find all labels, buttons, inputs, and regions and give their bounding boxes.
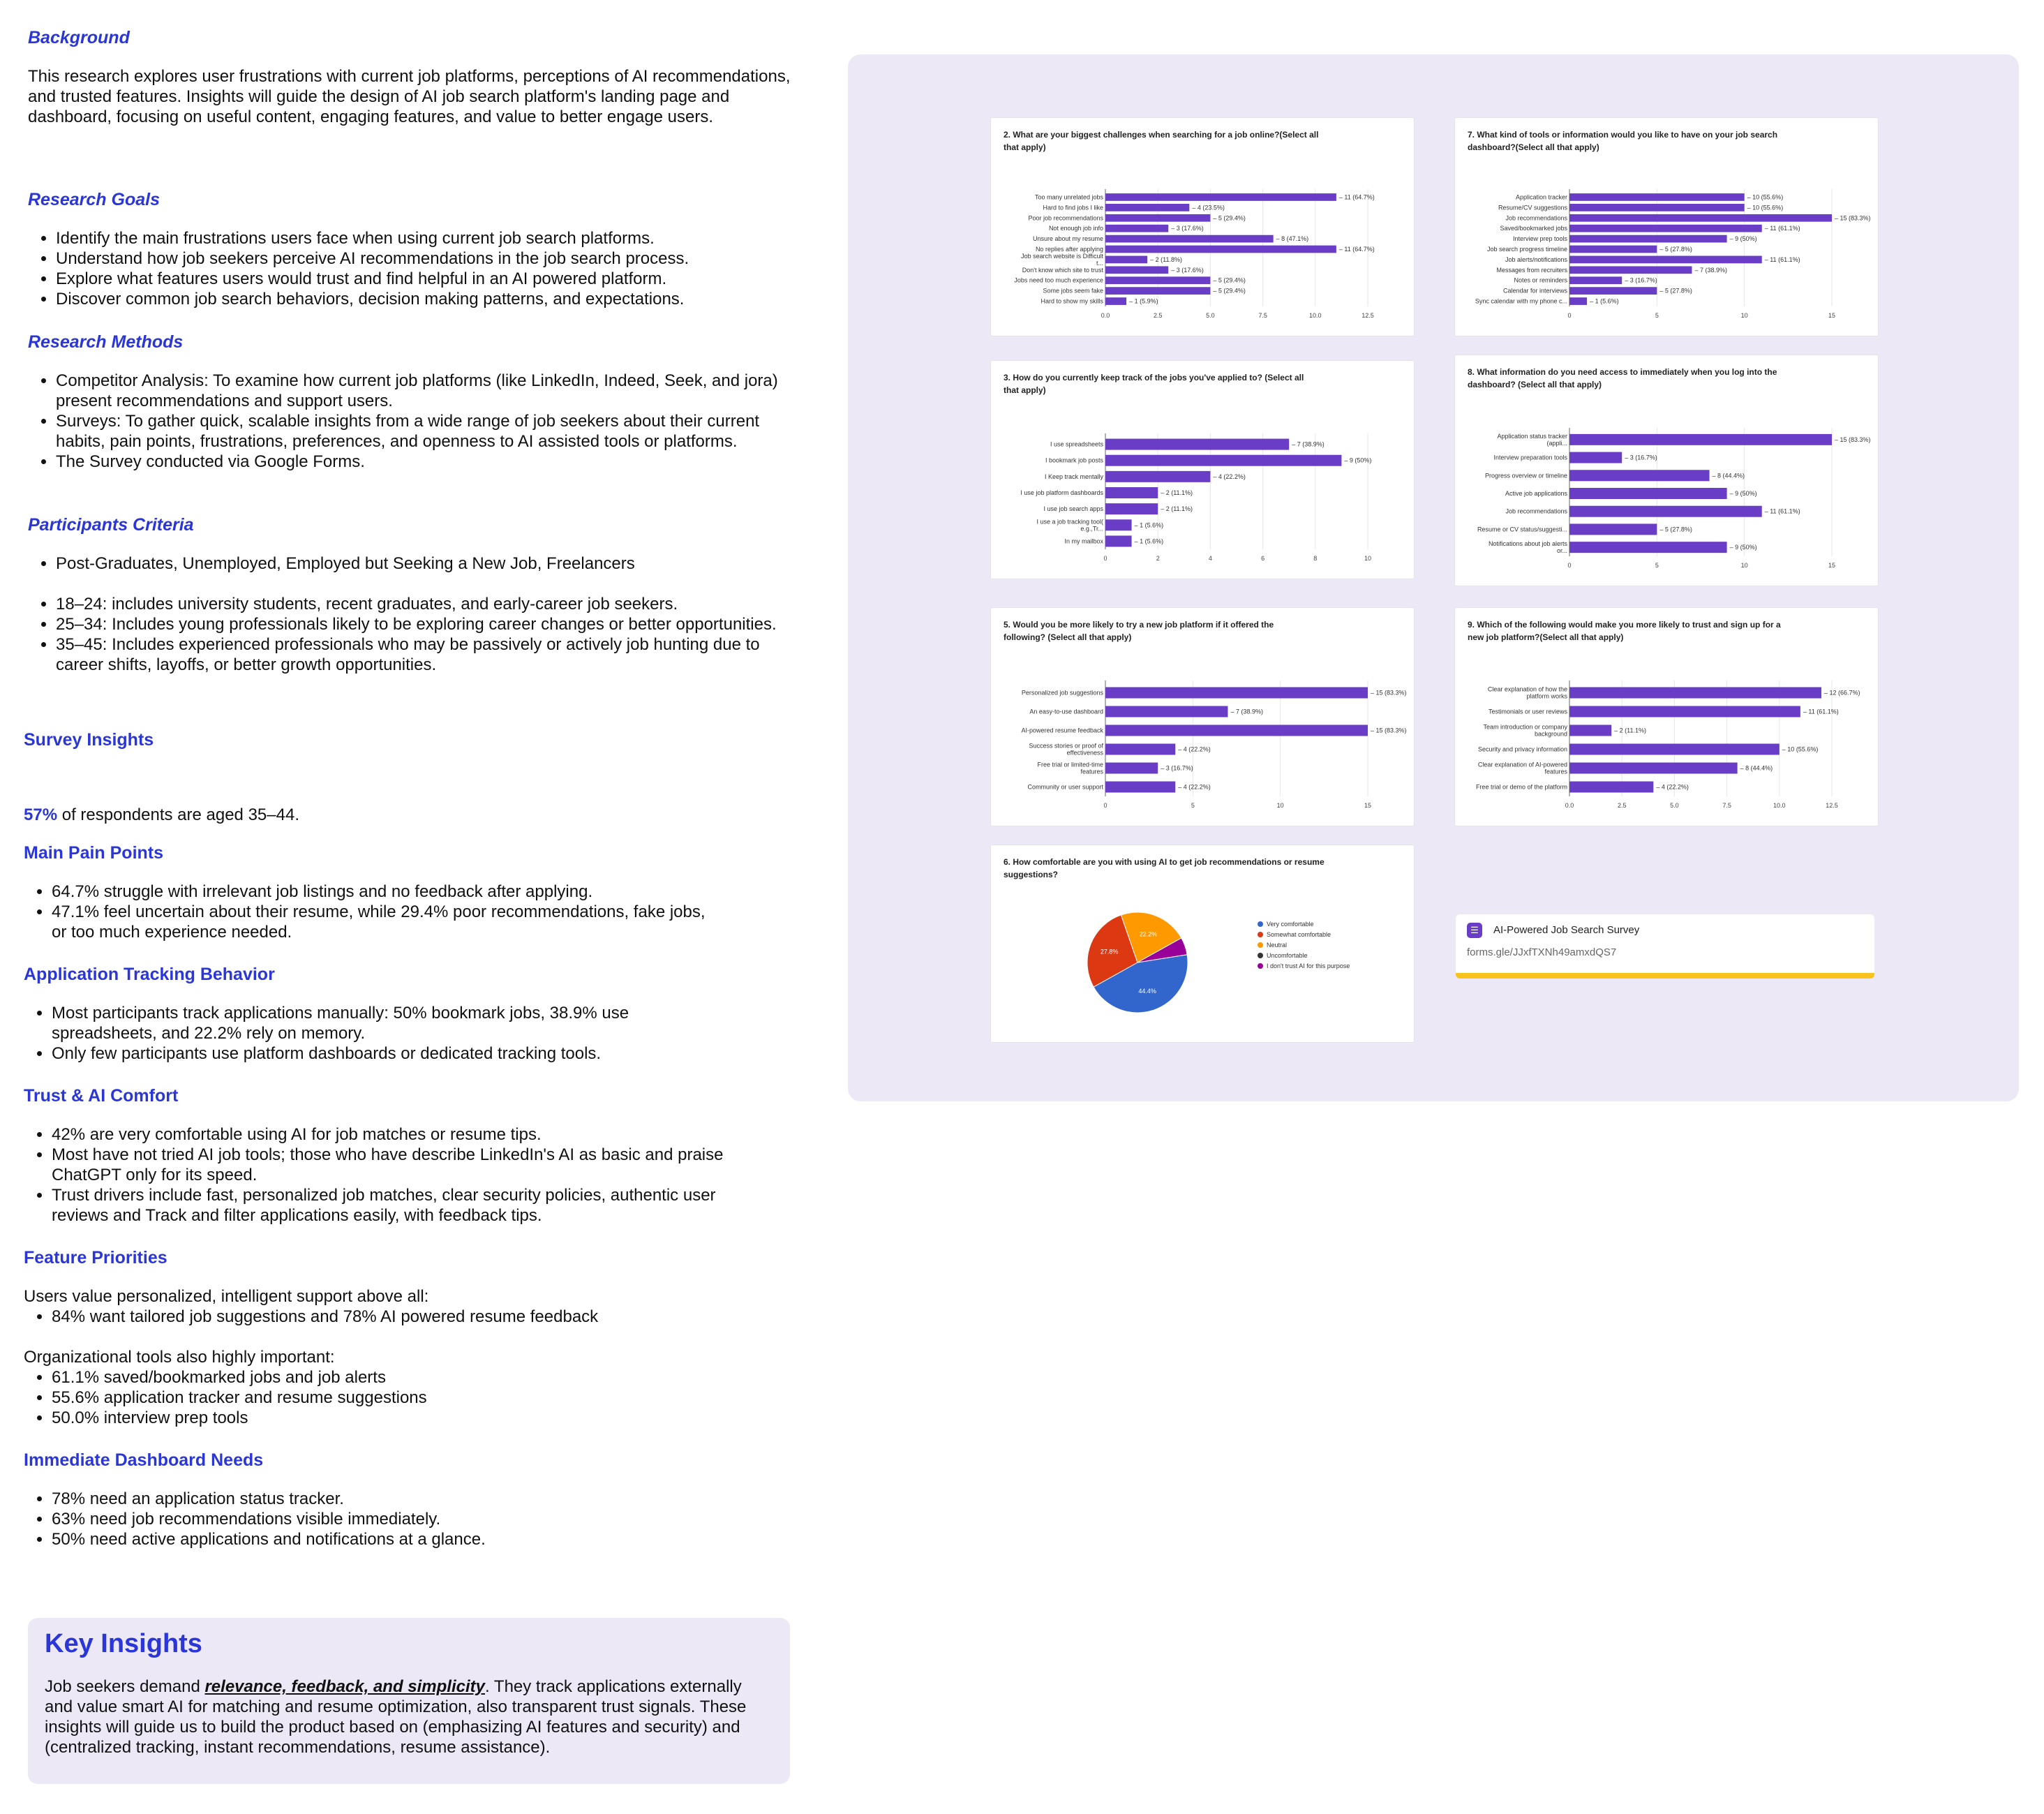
data-label: – 4 (22.2%) xyxy=(1656,783,1689,791)
category-label: Interview prep tools xyxy=(1512,235,1567,243)
bar-chart-q7 xyxy=(1455,118,1878,336)
category-label: Hard to show my skills xyxy=(1040,297,1103,305)
bar xyxy=(1569,523,1657,535)
category-label: Success stories or proof of xyxy=(1029,742,1103,750)
dashboard-list xyxy=(24,1489,791,1549)
category-label: Personalized job suggestions xyxy=(1021,689,1103,697)
background-text: This research explores user frustrations with current job platforms, perceptions of AI recommendations, and trusted features. Insights will guide the design of AI job search platform's landing page and dashboard, focusing on useful content, engaging features, and value to better engage users. xyxy=(28,67,791,126)
bar xyxy=(1105,297,1126,305)
data-label: – 15 (83.3%) xyxy=(1835,214,1871,222)
bar xyxy=(1105,193,1336,201)
data-label: – 4 (22.2%) xyxy=(1213,473,1246,480)
bar xyxy=(1569,204,1745,211)
list-item: • Understand how job seekers perceive AI recommendations in the job search process. xyxy=(56,248,796,269)
trust-heading: Trust & AI Comfort xyxy=(24,1086,179,1106)
category-label: or... xyxy=(1556,547,1567,555)
legend-marker xyxy=(1258,932,1263,937)
data-label: – 11 (61.1%) xyxy=(1764,255,1800,263)
form-url[interactable]: forms.gle/JJxfTXNh49amxdQS7 xyxy=(1467,946,1617,958)
bar-chart-q5 xyxy=(991,608,1414,826)
bar xyxy=(1569,706,1800,718)
tick-label: 10.0 xyxy=(1773,802,1786,809)
category-label: Job recommendations xyxy=(1505,214,1567,222)
tick-label: 0.0 xyxy=(1565,802,1574,809)
background-heading: Background xyxy=(28,28,130,47)
list-item: • 47.1% feel uncertain about their resume, while 29.4% poor recommendations, fake jobs, or too much experience needed. xyxy=(52,902,722,942)
data-label: – 7 (38.9%) xyxy=(1694,266,1727,274)
data-label: – 11 (64.7%) xyxy=(1338,193,1375,201)
data-label: – 7 (38.9%) xyxy=(1230,708,1263,715)
bar-chart-q2 xyxy=(991,118,1414,336)
bar xyxy=(1569,225,1762,232)
list-item: • 25–34: Includes young professionals likely to be exploring career changes or better opportunities. xyxy=(56,614,796,634)
bar xyxy=(1105,246,1336,253)
list-item: • 55.6% application tracker and resume suggestions xyxy=(52,1388,791,1408)
category-label: Notifications about job alerts xyxy=(1488,540,1567,548)
tick-label: 4 xyxy=(1208,555,1212,562)
data-label: – 1 (5.9%) xyxy=(1129,297,1158,305)
goals-heading: Research Goals xyxy=(28,190,160,209)
tick-label: 10 xyxy=(1740,312,1748,319)
key-insights-title: Key Insights xyxy=(45,1629,202,1658)
bar xyxy=(1569,434,1832,445)
category-label: Job alerts/notifications xyxy=(1505,255,1567,263)
bar xyxy=(1569,297,1587,305)
data-label: – 8 (44.4%) xyxy=(1712,472,1745,479)
category-label: (appli... xyxy=(1546,439,1567,447)
chart-card-q9 xyxy=(1454,607,1879,826)
chart-title: new job platform?(Select all that apply) xyxy=(1468,632,1624,642)
data-label: – 2 (11.1%) xyxy=(1614,727,1647,734)
features-intro-2: Organizational tools also highly important: xyxy=(24,1348,335,1367)
bar-chart-q3 xyxy=(991,361,1414,579)
data-label: – 5 (27.8%) xyxy=(1659,526,1692,533)
data-label: – 10 (55.6%) xyxy=(1747,204,1784,211)
category-label: Job search website is Difficult xyxy=(1021,252,1103,260)
data-label: – 5 (27.8%) xyxy=(1659,287,1692,295)
chart-title: dashboard? (Select all that apply) xyxy=(1468,380,1602,389)
bar xyxy=(1105,471,1210,482)
chart-title: 5. Would you be more likely to try a new job platform if it offered the xyxy=(1004,620,1274,630)
bar xyxy=(1105,276,1210,284)
legend-label: I don't trust AI for this purpose xyxy=(1267,962,1350,969)
tick-label: 7.5 xyxy=(1258,312,1267,319)
legend-label: Somewhat comfortable xyxy=(1267,931,1331,938)
data-label: – 7 (38.9%) xyxy=(1292,440,1325,448)
tick-label: 8 xyxy=(1313,555,1318,562)
category-label: I Keep track mentally xyxy=(1044,473,1103,480)
list-item: • Explore what features users would trust and find helpful in an AI powered platform. xyxy=(56,269,796,289)
key-text-emphasis: relevance, feedback, and simplicity xyxy=(204,1677,485,1696)
tick-label: 0.0 xyxy=(1101,312,1110,319)
legend-label: Uncomfortable xyxy=(1267,952,1308,959)
list-item: • 35–45: Includes experienced professionals who may be passively or actively job hunting due to career shifts, layoffs, or better growth opportunities. xyxy=(56,634,796,675)
chart-title: 2. What are your biggest challenges when searching for a job online?(Select all xyxy=(1004,130,1319,140)
legend-marker xyxy=(1258,942,1263,948)
tick-label: 2.5 xyxy=(1617,802,1627,809)
data-label: – 8 (44.4%) xyxy=(1740,764,1773,772)
tick-label: 10 xyxy=(1276,802,1284,809)
data-label: – 3 (17.6%) xyxy=(1171,266,1204,274)
data-label: – 1 (5.6%) xyxy=(1134,537,1164,545)
category-label: Active job applications xyxy=(1505,490,1567,497)
data-label: – 9 (50%) xyxy=(1729,490,1757,497)
bar xyxy=(1569,725,1611,736)
legend-label: Very comfortable xyxy=(1267,921,1314,928)
methods-section xyxy=(28,332,796,472)
bar xyxy=(1569,193,1745,201)
tick-label: 2 xyxy=(1156,555,1160,562)
category-label: Saved/bookmarked jobs xyxy=(1500,225,1567,232)
pain-list xyxy=(24,882,722,942)
chart-title: 6. How comfortable are you with using AI to get job recommendations or resume xyxy=(1004,857,1325,867)
chart-card-q3 xyxy=(990,360,1415,579)
bar xyxy=(1569,256,1762,264)
tick-label: 15 xyxy=(1828,312,1836,319)
category-label: I use job platform dashboards xyxy=(1020,489,1103,496)
category-label: I use job search apps xyxy=(1043,505,1103,513)
tick-label: 12.5 xyxy=(1362,312,1374,319)
bar xyxy=(1105,287,1210,295)
chart-title: that apply) xyxy=(1004,142,1046,152)
bar xyxy=(1569,506,1762,517)
category-label: An easy-to-use dashboard xyxy=(1029,708,1103,715)
tick-label: 6 xyxy=(1261,555,1265,562)
data-label: – 12 (66.7%) xyxy=(1823,689,1860,697)
data-label: – 4 (22.2%) xyxy=(1178,783,1211,791)
google-form-link-card[interactable] xyxy=(1456,914,1874,979)
category-label: Security and privacy information xyxy=(1477,745,1567,753)
list-item: • 50.0% interview prep tools xyxy=(52,1408,791,1428)
bar-chart-q8 xyxy=(1455,355,1878,586)
data-label: – 4 (23.5%) xyxy=(1192,204,1225,211)
category-label: Progress overview or timeline xyxy=(1484,472,1567,479)
category-label: AI-powered resume feedback xyxy=(1021,727,1103,734)
category-label: features xyxy=(1544,768,1567,775)
participants-heading: Participants Criteria xyxy=(28,515,194,535)
category-label: Job recommendations xyxy=(1505,507,1567,515)
tick-label: 15 xyxy=(1364,802,1372,809)
bar-chart-q9 xyxy=(1455,608,1878,826)
tick-label: 10.0 xyxy=(1309,312,1322,319)
chart-card-q8 xyxy=(1454,355,1879,586)
bar xyxy=(1569,266,1692,274)
bar xyxy=(1569,687,1821,699)
tick-label: 10 xyxy=(1364,555,1372,562)
category-label: Clear explanation of how the xyxy=(1487,685,1567,693)
tick-label: 5 xyxy=(1655,562,1659,569)
bar xyxy=(1105,235,1274,243)
survey-stat-line xyxy=(24,805,791,825)
category-label: Hard to find jobs I like xyxy=(1043,204,1103,211)
category-label: platform works xyxy=(1526,692,1567,700)
bar xyxy=(1569,744,1780,755)
data-label: – 11 (64.7%) xyxy=(1338,246,1375,253)
category-label: e.g.,Tr... xyxy=(1080,525,1103,533)
data-label: – 5 (29.4%) xyxy=(1213,287,1246,295)
tracking-section xyxy=(24,965,791,1064)
category-label: Messages from recruiters xyxy=(1496,266,1567,274)
list-item: • Only few participants use platform dashboards or dedicated tracking tools. xyxy=(52,1043,722,1064)
data-label: – 11 (61.1%) xyxy=(1764,507,1800,515)
chart-title: 8. What information do you need access to immediately when you log into the xyxy=(1468,367,1777,377)
list-item: • Trust drivers include fast, personalized job matches, clear security policies, authentic user reviews and Track and filter applications easily, with feedback tips. xyxy=(52,1185,743,1226)
data-label: – 3 (17.6%) xyxy=(1171,225,1204,232)
data-label: – 1 (5.6%) xyxy=(1134,521,1164,529)
bar xyxy=(1569,470,1710,481)
tick-label: 5.0 xyxy=(1206,312,1215,319)
pain-heading: Main Pain Points xyxy=(24,843,164,863)
chart-title: 7. What kind of tools or information would you like to have on your job search xyxy=(1468,130,1778,140)
key-insights-box xyxy=(28,1618,790,1784)
background-section xyxy=(28,28,796,127)
chart-card-q2 xyxy=(990,117,1415,336)
data-label: – 3 (16.7%) xyxy=(1625,276,1657,284)
list-item: • 78% need an application status tracker. xyxy=(52,1489,791,1509)
list-item: • 42% are very comfortable using AI for job matches or resume tips. xyxy=(52,1124,743,1145)
category-label: Unsure about my resume xyxy=(1032,235,1103,243)
participants-list-a xyxy=(28,553,796,574)
list-item: • Identify the main frustrations users face when using current job search platforms. xyxy=(56,228,796,248)
bar xyxy=(1105,725,1368,736)
features-list-2 xyxy=(24,1367,791,1428)
category-label: Clear explanation of AI-powered xyxy=(1477,761,1567,768)
legend-marker xyxy=(1258,963,1263,969)
goals-list xyxy=(28,228,796,309)
chart-card-q6 xyxy=(990,845,1415,1043)
tick-label: 0 xyxy=(1567,562,1572,569)
bar xyxy=(1569,542,1727,553)
legend-marker xyxy=(1258,953,1263,958)
data-label: – 2 (11.8%) xyxy=(1150,255,1183,263)
data-label: – 15 (83.3%) xyxy=(1835,436,1871,443)
category-label: Team introduction or company xyxy=(1483,723,1567,731)
bar xyxy=(1105,487,1158,498)
dashboard-section xyxy=(24,1450,791,1549)
list-item: • Most participants track applications manually: 50% bookmark jobs, 38.9% use spreadsheets, and 22.2% rely on memory. xyxy=(52,1003,722,1043)
category-label: t... xyxy=(1096,259,1103,267)
bar xyxy=(1105,763,1158,774)
category-label: Resume or CV status/suggesti... xyxy=(1477,526,1567,533)
bar xyxy=(1105,706,1228,718)
bar xyxy=(1569,782,1653,793)
bar xyxy=(1569,235,1727,243)
category-label: Not enough job info xyxy=(1048,225,1103,232)
tick-label: 7.5 xyxy=(1722,802,1731,809)
pain-section xyxy=(24,843,791,942)
list-item: • 18–24: includes university students, recent graduates, and early-career job seekers. xyxy=(56,594,796,614)
tick-label: 5 xyxy=(1191,802,1195,809)
category-label: Calendar for interviews xyxy=(1502,287,1567,295)
list-item: • Discover common job search behaviors, decision making patterns, and expectations. xyxy=(56,289,796,309)
bar xyxy=(1105,439,1289,450)
features-section xyxy=(24,1248,791,1428)
bar xyxy=(1569,276,1622,284)
category-label: Too many unrelated jobs xyxy=(1034,193,1103,201)
pie-chart-q6 xyxy=(991,845,1414,1042)
category-label: I bookmark job posts xyxy=(1045,456,1103,464)
key-text-post: . They track applications externally and value smart AI for matching and resume optimization, also transparent trust signals. These insights will guide us to build the product based on (emphasizing AI features and security) and (centralized tracking, instant recommendations, resume assistance). xyxy=(45,1677,747,1757)
legend-label: Neutral xyxy=(1267,942,1288,949)
bar xyxy=(1105,744,1175,755)
list-item: • 64.7% struggle with irrelevant job listings and no feedback after applying. xyxy=(52,882,722,902)
list-item: • Post-Graduates, Unemployed, Employed but Seeking a New Job, Freelancers xyxy=(56,553,796,574)
category-label: Poor job recommendations xyxy=(1028,214,1103,222)
category-label: I use a job tracking tool( xyxy=(1036,518,1103,526)
chart-card-q7 xyxy=(1454,117,1879,336)
form-title: AI-Powered Job Search Survey xyxy=(1493,924,1640,936)
list-item: • The Survey conducted via Google Forms. xyxy=(56,452,796,472)
bar xyxy=(1105,782,1175,793)
tick-label: 5.0 xyxy=(1670,802,1679,809)
data-label: – 2 (11.1%) xyxy=(1161,505,1193,513)
tick-label: 15 xyxy=(1828,562,1836,569)
list-item: • Competitor Analysis: To examine how current job platforms (like LinkedIn, Indeed, Seek, and jora) present recommendations and support users. xyxy=(56,371,796,411)
tick-label: 0 xyxy=(1103,802,1107,809)
bar xyxy=(1105,687,1368,699)
data-label: – 4 (22.2%) xyxy=(1178,745,1211,753)
data-label: – 10 (55.6%) xyxy=(1782,745,1819,753)
category-label: Application status tracker xyxy=(1497,432,1567,440)
tick-label: 2.5 xyxy=(1153,312,1163,319)
bar xyxy=(1569,488,1727,499)
tick-label: 0 xyxy=(1103,555,1107,562)
data-label: – 2 (11.1%) xyxy=(1161,489,1193,496)
dashboard-heading: Immediate Dashboard Needs xyxy=(24,1450,264,1470)
category-label: background xyxy=(1534,730,1567,738)
key-text-pre: Job seekers demand xyxy=(45,1677,205,1696)
category-label: No replies after applying xyxy=(1035,246,1103,253)
category-label: Job search progress timeline xyxy=(1486,246,1567,253)
data-label: – 1 (5.6%) xyxy=(1590,297,1619,305)
bar xyxy=(1105,225,1168,232)
category-label: I use spreadsheets xyxy=(1050,440,1103,448)
survey-heading: Survey Insights xyxy=(24,730,154,750)
bar xyxy=(1569,246,1657,253)
category-label: Interview preparation tools xyxy=(1493,454,1567,461)
data-label: – 5 (29.4%) xyxy=(1213,276,1246,284)
chart-title: suggestions? xyxy=(1004,870,1059,879)
data-label: – 9 (50%) xyxy=(1729,544,1757,551)
list-item: • 50% need active applications and notifications at a glance. xyxy=(52,1529,791,1549)
data-label: – 5 (27.8%) xyxy=(1659,246,1692,253)
list-item: • 61.1% saved/bookmarked jobs and job alerts xyxy=(52,1367,791,1388)
bar xyxy=(1569,214,1832,222)
category-label: Resume/CV suggestions xyxy=(1498,204,1567,211)
survey-section xyxy=(24,730,791,825)
data-label: – 5 (29.4%) xyxy=(1213,214,1246,222)
features-heading: Feature Priorities xyxy=(24,1248,167,1267)
category-label: Free trial or demo of the platform xyxy=(1475,783,1567,791)
data-label: – 9 (50%) xyxy=(1344,456,1372,464)
data-label: – 9 (50%) xyxy=(1729,235,1757,243)
survey-stat: 57% xyxy=(24,805,58,824)
bar xyxy=(1569,287,1657,295)
list-item: • Most have not tried AI job tools; those who have describe LinkedIn's AI as basic and praise ChatGPT only for its speed. xyxy=(52,1145,743,1185)
key-insights-text xyxy=(45,1677,749,1757)
tracking-heading: Application Tracking Behavior xyxy=(24,965,275,984)
bar xyxy=(1105,256,1147,264)
list-item: • Surveys: To gather quick, scalable insights from a wide range of job seekers about their current habits, pain points, frustrations, preferences, and openness to AI assisted tools or platforms. xyxy=(56,411,796,452)
data-label: – 3 (16.7%) xyxy=(1625,454,1657,461)
bar xyxy=(1105,204,1189,211)
tick-label: 10 xyxy=(1740,562,1748,569)
category-label: Notes or reminders xyxy=(1514,276,1567,284)
trust-list xyxy=(24,1124,743,1226)
category-label: Testimonials or user reviews xyxy=(1488,708,1567,715)
bar xyxy=(1105,519,1132,530)
bar xyxy=(1105,266,1168,274)
slice-label: 22.2% xyxy=(1139,930,1158,938)
form-list-icon: ☰ xyxy=(1467,923,1482,938)
category-label: Sync calendar with my phone c... xyxy=(1475,297,1567,305)
slice-label: 27.8% xyxy=(1100,948,1119,956)
participants-list-b xyxy=(28,594,796,675)
chart-title: following? (Select all that apply) xyxy=(1004,632,1132,642)
tick-label: 0 xyxy=(1567,312,1572,319)
features-list-1 xyxy=(24,1307,791,1327)
slice-label: 44.4% xyxy=(1138,987,1156,995)
tick-label: 5 xyxy=(1655,312,1659,319)
category-label: Some jobs seem fake xyxy=(1043,287,1103,295)
bar xyxy=(1569,763,1738,774)
tracking-list xyxy=(24,1003,722,1064)
chart-card-q5 xyxy=(990,607,1415,826)
chart-title: 9. Which of the following would make you more likely to trust and sign up for a xyxy=(1468,620,1781,630)
category-label: Jobs need too much experience xyxy=(1014,276,1103,284)
survey-stat-text: of respondents are aged 35–44. xyxy=(57,805,299,824)
features-intro-1: Users value personalized, intelligent support above all: xyxy=(24,1287,429,1306)
legend-marker xyxy=(1258,921,1263,927)
category-label: Community or user support xyxy=(1027,783,1103,791)
bar xyxy=(1105,455,1341,466)
bar xyxy=(1105,503,1158,514)
list-item: • 63% need job recommendations visible immediately. xyxy=(52,1509,791,1529)
category-label: effectiveness xyxy=(1066,749,1103,757)
list-item: • 84% want tailored job suggestions and 78% AI powered resume feedback xyxy=(52,1307,791,1327)
methods-list xyxy=(28,371,796,472)
tick-label: 12.5 xyxy=(1826,802,1838,809)
bar xyxy=(1105,535,1132,547)
trust-section xyxy=(24,1086,791,1226)
participants-section xyxy=(28,515,796,675)
category-label: Free trial or limited-time xyxy=(1037,761,1103,768)
goals-section xyxy=(28,190,796,309)
data-label: – 15 (83.3%) xyxy=(1371,689,1407,697)
chart-title: 3. How do you currently keep track of the jobs you've applied to? (Select all xyxy=(1004,373,1304,382)
category-label: In my mailbox xyxy=(1064,537,1103,545)
chart-title: dashboard?(Select all that apply) xyxy=(1468,142,1599,152)
category-label: Application tracker xyxy=(1515,193,1567,201)
methods-heading: Research Methods xyxy=(28,332,184,352)
data-label: – 15 (83.3%) xyxy=(1371,727,1407,734)
data-label: – 3 (16.7%) xyxy=(1161,764,1193,772)
bar xyxy=(1569,452,1622,463)
data-label: – 11 (61.1%) xyxy=(1764,225,1800,232)
category-label: features xyxy=(1080,768,1103,775)
category-label: Don't know which site to trust xyxy=(1022,266,1103,274)
bar xyxy=(1105,214,1210,222)
data-label: – 8 (47.1%) xyxy=(1276,235,1309,243)
data-label: – 11 (61.1%) xyxy=(1803,708,1839,715)
data-label: – 10 (55.6%) xyxy=(1747,193,1784,201)
chart-title: that apply) xyxy=(1004,385,1046,395)
